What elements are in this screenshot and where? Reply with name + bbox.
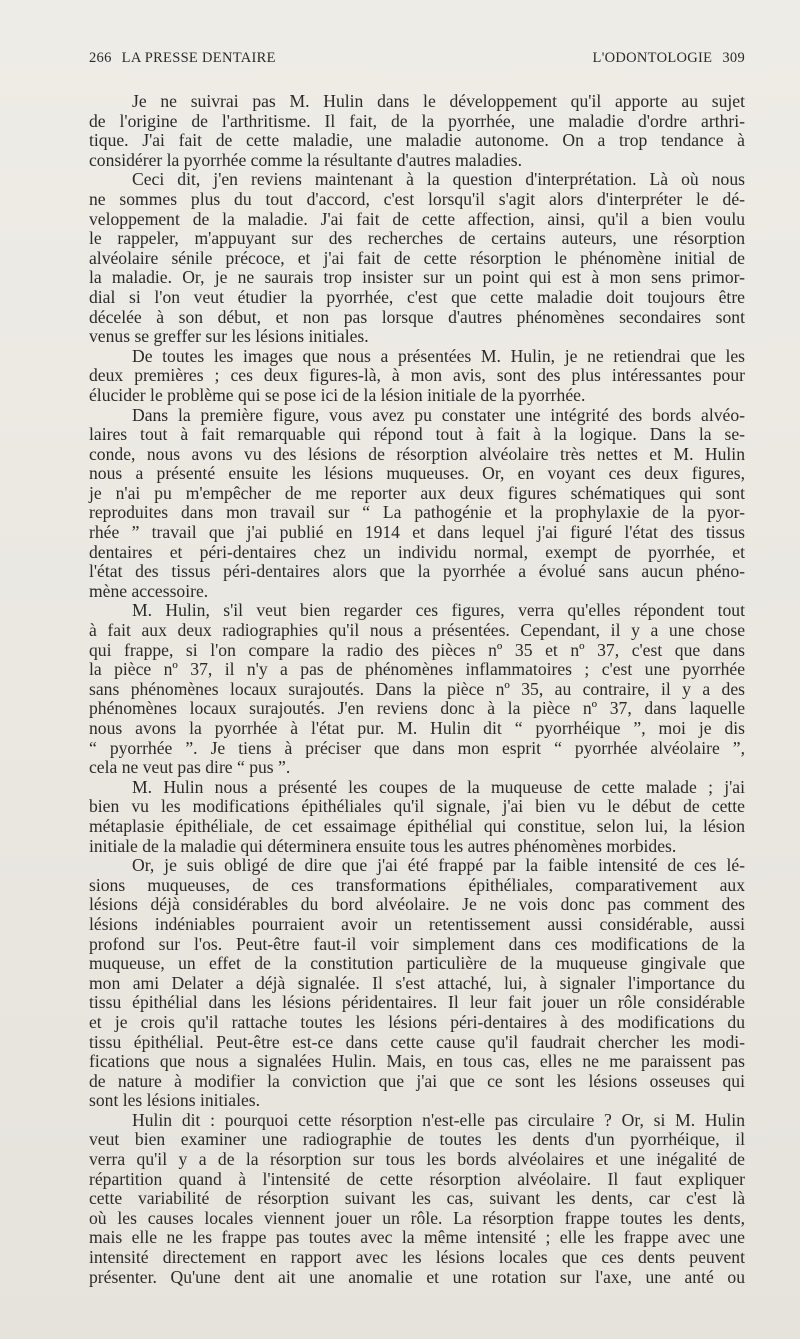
text-line: mène accessoire. <box>89 580 209 601</box>
text-line: présenter. Qu'une dent ait une anomalie et une rotation sur l'axe, une anté ou <box>89 1266 745 1287</box>
text-line: sions muqueuses, de ces transformations épithéliales, comparativement aux <box>89 874 745 895</box>
text-line: tique. J'ai fait de cette maladie, une maladie autonome. On a trop tendance à <box>89 130 745 151</box>
text-line: verra qu'il y a de la résorption sur tous les bords alvéolaires et une inégalité de <box>89 1149 745 1170</box>
paragraph <box>89 347 745 406</box>
text-line: rhée ” travail que j'ai publié en 1914 et dans lequel j'ai figuré l'état des tissus <box>89 522 745 543</box>
text-line: sans phénomènes locaux surajoutés. Dans la pièce nº 35, au contraire, il y a des <box>89 678 745 699</box>
text-line: nous avons la pyorrhée à l'état pur. M. Hulin dit “ pyorrhéique ”, moi je dis <box>89 718 745 738</box>
text-line: considérer la pyorrhée comme la résultante d'autres maladies. <box>89 149 523 170</box>
text-line: profond sur l'os. Peut-être faut-il voir simplement dans ces modifications de la <box>89 933 745 954</box>
text-line: conde, nous avons vu des lésions de résorption alvéolaire très nettes et M. Hulin <box>89 443 745 464</box>
text-line: M. Hulin nous a présenté les coupes de la muqueuse de cette malade ; j'ai <box>132 776 745 797</box>
text-line: qui frappe, si l'on compare la radio des pièces nº 35 et nº 37, c'est que dans <box>89 639 745 660</box>
text-line: Or, je suis obligé de dire que j'ai été frappé par la faible intensité de ces lé- <box>132 855 745 876</box>
text-line: je n'ai pu m'empêcher de me reporter aux deux figures schématiques qui sont <box>89 482 745 503</box>
text-line: ne sommes plus du tout d'accord, c'est lorsqu'il s'agit alors d'interpréter le dé- <box>89 188 745 209</box>
text-line: deux premières ; ces deux figures-là, à mon avis, sont des plus intéressantes pour <box>89 365 745 386</box>
text-line: intensité directement en rapport avec les lésions locales que ces dents peuvent <box>89 1247 745 1268</box>
text-line: de l'origine de l'arthritisme. Il fait, de la pyorrhée, une maladie d'ordre arthri- <box>89 110 745 131</box>
article-body <box>89 92 745 1287</box>
text-line: venus se greffer sur les lésions initiales. <box>89 326 369 347</box>
left-journal-title: LA PRESSE DENTAIRE <box>121 50 276 66</box>
right-journal-title: L'ODONTOLOGIE <box>592 50 713 66</box>
text-line: Hulin dit : pourquoi cette résorption n'est-elle pas circulaire ? Or, si M. Hulin <box>132 1109 745 1130</box>
text-line: le rappeler, m'appuyant sur des recherches de certains auteurs, une résorption <box>89 228 745 249</box>
text-line: Ceci dit, j'en reviens maintenant à la question d'interprétation. Là où nous <box>132 169 745 190</box>
paragraph <box>89 92 745 170</box>
text-line: initiale de la maladie qui déterminera ensuite tous les autres phénomènes morbides. <box>89 835 677 856</box>
text-line: lésions indéniables pourraient avoir un retentissement aussi considérable, aussi <box>89 913 745 934</box>
paragraph <box>89 1111 745 1287</box>
text-line: M. Hulin, s'il veut bien regarder ces figures, verra qu'elles répondent tout <box>132 600 745 621</box>
running-head-right <box>593 50 745 67</box>
text-line: phénomènes locaux surajoutés. J'en reviens donc à la pièce nº 37, dans laquelle <box>89 698 745 719</box>
text-line: sont les lésions initiales. <box>89 1090 261 1111</box>
text-line: élucider le problème qui se pose ici de la lésion initiale de la pyorrhée. <box>89 384 586 405</box>
text-line: nous a présenté ensuite les lésions muqueuses. Or, en voyant ces deux figures, <box>89 463 745 484</box>
paragraph <box>89 601 745 777</box>
text-line: et je crois qu'il rattache toutes les lésions péri-dentaires à des modifications du <box>89 1011 745 1032</box>
text-line: tissu épithélial. Peut-être est-ce dans cette cause qu'il faudrait chercher les modi- <box>89 1031 745 1052</box>
text-line: lésions déjà considérables du bord alvéolaire. Je ne vois donc pas comment des <box>89 894 745 915</box>
text-line: de nature à modifier la conviction que j'ai que ce sont les lésions osseuses qui <box>89 1070 745 1091</box>
paragraph <box>89 170 745 346</box>
text-line: veut bien examiner une radiographie de toutes les dents d'un pyorrhéique, il <box>89 1129 745 1150</box>
text-line: De toutes les images que nous a présentées M. Hulin, je ne retiendrai que les <box>132 345 745 366</box>
text-line: cela ne veut pas dire “ pus ”. <box>89 757 291 778</box>
text-line: tissu épithélial dans les lésions péridentaires. Il leur fait jouer un rôle considérable <box>89 992 745 1013</box>
text-line: laires tout à fait remarquable qui répond tout à fait à la logique. Dans la se- <box>89 424 745 445</box>
text-line: mon ami Delater a déjà signalée. Il s'est attaché, lui, à signaler l'importance du <box>89 972 745 993</box>
text-line: dentaires et péri-dentaires chez un individu normal, exempt de pyorrhée, et <box>89 541 745 562</box>
left-page-number: 266 <box>89 50 112 66</box>
text-line: la pièce nº 37, il n'y a pas de phénomènes inflammatoires ; c'est une pyorrhée <box>89 659 745 680</box>
paragraph <box>89 856 745 1111</box>
text-line: veloppement de la maladie. J'ai fait de cette affection, ainsi, qu'il a bien voulu <box>89 208 745 229</box>
text-line: répartition quand à l'intensité de cette résorption alvéolaire. Il faut expliquer <box>89 1168 745 1189</box>
text-line: Je ne suivrai pas M. Hulin dans le développement qu'il apporte au sujet <box>132 91 745 111</box>
text-line: bien vu les modifications épithéliales qu'il signale, j'ai bien vu le début de cette <box>89 796 745 817</box>
text-line: à fait aux deux radiographies qu'il nous a présentées. Cependant, il y a une chose <box>89 620 745 641</box>
text-line: fications que nous a signalées Hulin. Mais, en tous cas, elles ne me paraissent pas <box>89 1051 745 1072</box>
text-line: muqueuse, un effet de la constitution particulière de la muqueuse gingivale que <box>89 953 745 974</box>
text-line: où les causes locales viennent jouer un rôle. La résorption frappe toutes les dents, <box>89 1207 745 1228</box>
text-line: l'état des tissus péri-dentaires alors que la pyorrhée a évolué sans aucun phéno- <box>89 561 745 582</box>
paragraph <box>89 406 745 602</box>
right-page-number: 309 <box>722 50 745 66</box>
text-line: reproduites dans mon travail sur “ La pathogénie et la prophylaxie de la pyor- <box>89 502 745 523</box>
text-line: dial si l'on veut étudier la pyorrhée, c'est que cette maladie doit toujours être <box>89 286 745 307</box>
text-line: décelée à son début, et non pas lorsque d'autres phénomènes secondaires sont <box>89 306 745 327</box>
running-head-left <box>89 50 276 67</box>
running-head <box>89 50 745 70</box>
text-line: cette variabilité de résorption suivant les cas, suivant les dents, car c'est là <box>89 1188 745 1209</box>
text-line: “ pyorrhée ”. Je tiens à préciser que dans mon esprit “ pyorrhée alvéolaire ”, <box>89 737 745 758</box>
text-line: la maladie. Or, je ne saurais trop insister sur un point qui est à mon sens primor- <box>89 267 745 288</box>
text-line: Dans la première figure, vous avez pu constater une intégrité des bords alvéo- <box>132 404 745 425</box>
text-line: métaplasie épithéliale, de cet essaimage épithélial qui constitue, selon lui, la lésion <box>89 815 745 836</box>
text-line: mais elle ne les frappe pas toutes avec la même intensité ; elle les frappe avec une <box>89 1227 745 1248</box>
text-line: alvéolaire sénile précoce, et j'ai fait de cette résorption le phénomène initial de <box>89 247 745 268</box>
paragraph <box>89 778 745 856</box>
